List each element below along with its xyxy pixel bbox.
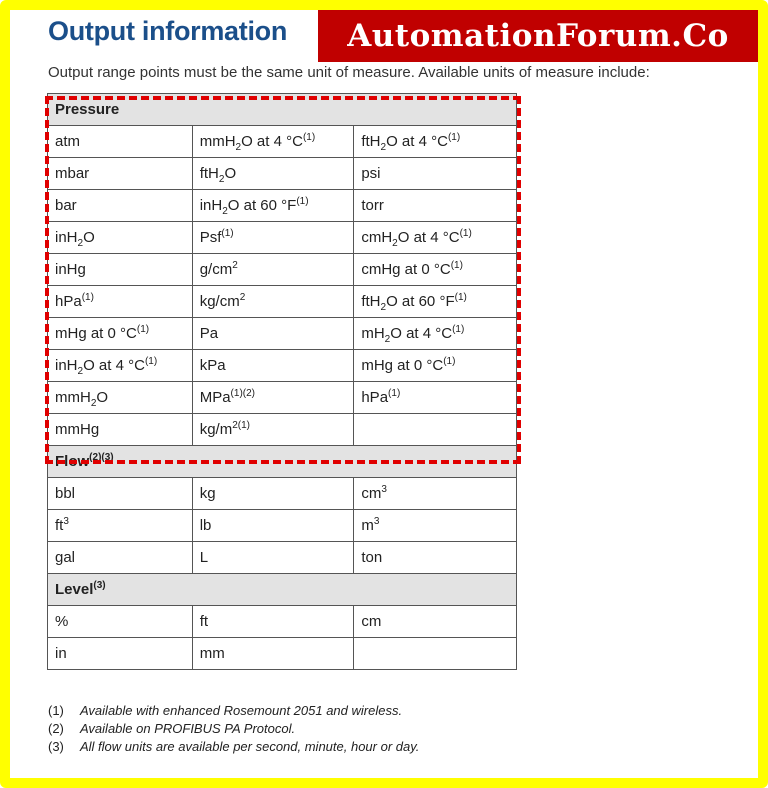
unit-text: mmHg bbox=[55, 421, 100, 438]
unit-cell bbox=[192, 286, 354, 318]
unit-cell bbox=[354, 254, 517, 286]
footnote-ref: 2(1) bbox=[232, 420, 251, 431]
table-row bbox=[48, 478, 517, 510]
table-row bbox=[48, 286, 517, 318]
unit-text: bbl bbox=[55, 485, 76, 502]
unit-cell bbox=[354, 222, 517, 254]
unit-text: cmH bbox=[361, 229, 393, 246]
unit-text: hPa bbox=[361, 389, 389, 406]
unit-text: torr bbox=[361, 197, 384, 214]
unit-cell bbox=[192, 254, 354, 286]
unit-cell bbox=[48, 638, 193, 670]
footnote-ref: (1)(2) bbox=[230, 388, 255, 399]
unit-text: MPa bbox=[199, 389, 231, 406]
unit-text: % bbox=[55, 613, 69, 630]
unit-cell bbox=[192, 222, 354, 254]
footnote-ref: (1) bbox=[221, 228, 234, 239]
footnote-ref: 2 bbox=[232, 260, 238, 271]
unit-text: ftH bbox=[361, 293, 381, 310]
unit-text: in bbox=[55, 645, 67, 662]
unit-subscript: 2 bbox=[218, 174, 225, 185]
footnote-number: (3) bbox=[48, 739, 64, 754]
unit-cell bbox=[48, 286, 193, 318]
unit-cell bbox=[192, 350, 354, 382]
unit-cell bbox=[354, 478, 517, 510]
unit-text: inH bbox=[199, 197, 223, 214]
table-row bbox=[48, 222, 517, 254]
table-row bbox=[48, 382, 517, 414]
footnote-ref: (2)(3) bbox=[89, 452, 114, 463]
footnote-ref: (1) bbox=[302, 132, 316, 143]
unit-cell bbox=[48, 254, 193, 286]
unit-text: mH bbox=[361, 325, 385, 342]
unit-cell bbox=[354, 510, 517, 542]
unit-text-cont: O at 4 °C bbox=[390, 325, 453, 342]
unit-cell bbox=[48, 414, 193, 446]
footnote bbox=[48, 720, 419, 738]
footnote-text: Available with enhanced Rosemount 2051 and wireless. bbox=[80, 703, 403, 718]
footnote-ref: (1) bbox=[144, 356, 158, 367]
unit-cell bbox=[48, 606, 193, 638]
unit-cell bbox=[48, 350, 193, 382]
unit-cell bbox=[192, 638, 354, 670]
unit-text: kg bbox=[199, 485, 216, 502]
unit-text: lb bbox=[199, 517, 212, 534]
unit-text-cont: O at 4 °C bbox=[397, 229, 460, 246]
unit-text: ftH bbox=[361, 133, 381, 150]
unit-subscript: 2 bbox=[77, 366, 84, 377]
unit-text: cmHg at 0 °C bbox=[361, 261, 451, 278]
table-row bbox=[48, 638, 517, 670]
unit-subscript: 2 bbox=[380, 142, 387, 153]
unit-cell bbox=[354, 158, 517, 190]
unit-text: psi bbox=[361, 165, 381, 182]
unit-cell bbox=[48, 478, 193, 510]
unit-subscript: 2 bbox=[235, 142, 242, 153]
unit-cell bbox=[192, 190, 354, 222]
unit-text: cm bbox=[361, 613, 382, 630]
footnote-ref: (1) bbox=[136, 324, 150, 335]
section-header-flow bbox=[48, 446, 517, 478]
unit-cell bbox=[354, 382, 517, 414]
unit-subscript: 2 bbox=[77, 238, 84, 249]
footnote-ref: (1) bbox=[443, 356, 456, 367]
unit-cell bbox=[192, 382, 354, 414]
table-row bbox=[48, 510, 517, 542]
unit-text: ft bbox=[199, 613, 209, 630]
footnote-number: (2) bbox=[48, 721, 64, 736]
unit-text: L bbox=[199, 549, 209, 566]
table-row bbox=[48, 254, 517, 286]
section-title bbox=[48, 574, 517, 606]
unit-cell bbox=[354, 542, 517, 574]
table-row bbox=[48, 158, 517, 190]
unit-text: cm bbox=[361, 485, 382, 502]
section-name: Pressure bbox=[55, 101, 120, 118]
table-row bbox=[48, 126, 517, 158]
section-title bbox=[48, 94, 517, 126]
unit-subscript: 2 bbox=[222, 206, 228, 217]
unit-cell bbox=[354, 606, 517, 638]
unit-cell bbox=[354, 286, 517, 318]
table-row bbox=[48, 318, 517, 350]
unit-text-cont: O at 4 °C bbox=[83, 357, 145, 374]
footnote-ref: (1) bbox=[450, 260, 463, 271]
unit-cell bbox=[48, 190, 193, 222]
footnote-ref: 3 bbox=[63, 516, 69, 527]
unit-text: inH bbox=[55, 229, 78, 246]
table-row bbox=[48, 350, 517, 382]
section-name: Level bbox=[55, 581, 94, 598]
unit-subscript: 2 bbox=[392, 238, 398, 249]
unit-cell bbox=[354, 350, 517, 382]
unit-cell bbox=[192, 542, 354, 574]
unit-text: bar bbox=[55, 197, 77, 214]
unit-text: ft bbox=[55, 517, 64, 534]
footnote-ref: (1) bbox=[81, 292, 94, 303]
unit-text: mm bbox=[199, 645, 225, 662]
footnote-ref: (1) bbox=[388, 388, 401, 399]
section-title bbox=[48, 446, 517, 478]
unit-text: ton bbox=[361, 549, 383, 566]
unit-cell bbox=[192, 510, 354, 542]
unit-text: mmH bbox=[55, 389, 91, 406]
footnote-ref: (1) bbox=[447, 132, 461, 143]
unit-text-cont: O at 60 °F bbox=[227, 197, 297, 214]
unit-text-cont: O at 4 °C bbox=[241, 133, 303, 150]
section-name: Flow bbox=[55, 453, 90, 470]
unit-cell bbox=[48, 382, 193, 414]
footnote-text: All flow units are available per second, minute, hour or day. bbox=[80, 739, 420, 754]
unit-text: m bbox=[361, 517, 374, 534]
footnote bbox=[48, 738, 419, 756]
section-header-pressure bbox=[48, 94, 517, 126]
unit-text: kPa bbox=[199, 357, 226, 374]
unit-cell bbox=[192, 414, 354, 446]
footnote-ref: (1) bbox=[296, 196, 309, 207]
unit-subscript: 2 bbox=[380, 302, 387, 313]
unit-text: kg/m bbox=[199, 421, 233, 438]
unit-text: Pa bbox=[199, 325, 219, 342]
unit-text: inHg bbox=[55, 261, 86, 278]
unit-text: atm bbox=[55, 133, 81, 150]
footnote-ref: (1) bbox=[459, 228, 472, 239]
footnote-ref: (1) bbox=[454, 292, 467, 303]
footnotes bbox=[48, 702, 419, 756]
table-row bbox=[48, 606, 517, 638]
unit-cell bbox=[192, 478, 354, 510]
unit-cell bbox=[192, 318, 354, 350]
unit-text-cont: O at 60 °F bbox=[386, 293, 455, 310]
unit-cell bbox=[192, 158, 354, 190]
unit-cell bbox=[354, 126, 517, 158]
unit-cell bbox=[48, 318, 193, 350]
footnote bbox=[48, 702, 419, 720]
unit-text: mHg at 0 °C bbox=[55, 325, 137, 342]
table-row bbox=[48, 542, 517, 574]
unit-text-cont: O bbox=[224, 165, 237, 182]
unit-subscript: 2 bbox=[90, 398, 97, 409]
unit-subscript: 2 bbox=[384, 334, 391, 345]
unit-text-cont: O bbox=[83, 229, 95, 246]
unit-text: kg/cm bbox=[199, 293, 240, 310]
unit-cell bbox=[354, 318, 517, 350]
unit-text: inH bbox=[55, 357, 78, 374]
footnote-ref: 3 bbox=[373, 516, 380, 527]
intro-text: Output range points must be the same unit of measure. Available units of measure include: bbox=[48, 64, 650, 81]
units-table bbox=[47, 93, 517, 670]
footnote-ref: 2 bbox=[239, 292, 246, 303]
unit-cell bbox=[192, 126, 354, 158]
unit-cell bbox=[48, 222, 193, 254]
unit-text-cont: O bbox=[96, 389, 109, 406]
footnote-ref: 3 bbox=[381, 484, 387, 495]
footnote-ref: (3) bbox=[93, 580, 106, 591]
unit-text: mmH bbox=[199, 133, 236, 150]
unit-text: gal bbox=[55, 549, 76, 566]
unit-text-cont: O at 4 °C bbox=[386, 133, 448, 150]
page-title: Output information bbox=[48, 16, 288, 46]
footnote-ref: (1) bbox=[452, 324, 465, 335]
unit-text: ftH bbox=[199, 165, 219, 182]
unit-cell bbox=[48, 158, 193, 190]
unit-cell bbox=[354, 638, 517, 670]
unit-cell bbox=[354, 414, 517, 446]
unit-text: g/cm bbox=[199, 261, 233, 278]
table-row bbox=[48, 414, 517, 446]
table-row bbox=[48, 190, 517, 222]
unit-cell bbox=[48, 542, 193, 574]
unit-cell bbox=[192, 606, 354, 638]
unit-cell bbox=[48, 510, 193, 542]
unit-text: hPa bbox=[55, 293, 82, 310]
section-header-level bbox=[48, 574, 517, 606]
unit-cell bbox=[354, 190, 517, 222]
footnote-number: (1) bbox=[48, 703, 64, 718]
unit-text: Psf bbox=[199, 229, 222, 246]
unit-text: mHg at 0 °C bbox=[361, 357, 444, 374]
unit-text: mbar bbox=[55, 165, 90, 182]
unit-cell bbox=[48, 126, 193, 158]
watermark-banner: AutomationForum.Co bbox=[318, 10, 758, 62]
footnote-text: Available on PROFIBUS PA Protocol. bbox=[80, 721, 296, 736]
